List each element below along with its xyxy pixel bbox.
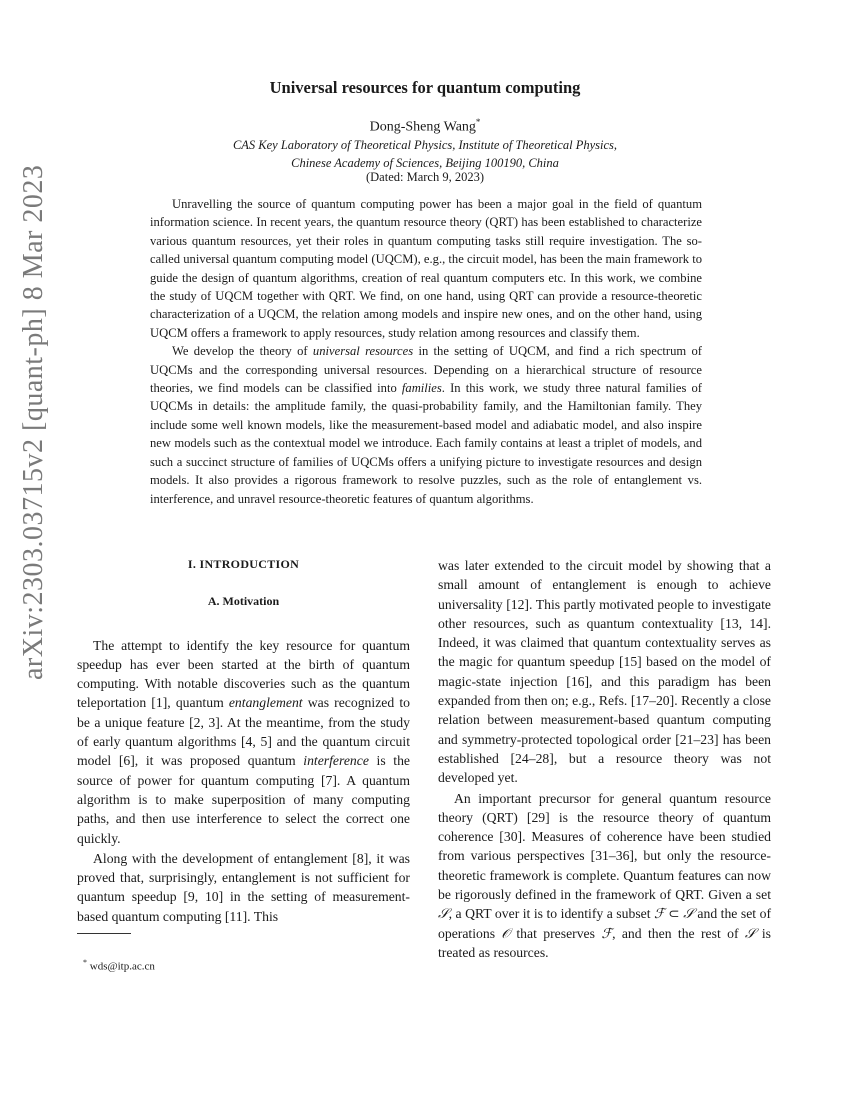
- left-column: [77, 555, 410, 927]
- footnote: [83, 958, 155, 973]
- intro-p4-text-b: , a QRT over it is to identify a subset: [448, 906, 655, 922]
- set-F-symbol: ℱ: [654, 906, 665, 922]
- abstract-p2-text-b: in the setting of UQCM, and find a rich spectrum of UQCMs and the corresponding universal resources. Depending on a hierarchical structure of resource theories, we find models can be classified into: [150, 344, 702, 396]
- intro-p1-emphasis-2: interference: [303, 753, 369, 769]
- intro-paragraph-2: Along with the development of entanglement [8], it was proved that, surprisingly, entanglement is not sufficient for quantum speedup [9, 10] in the setting of measurement-based quantum computing [11]. This: [77, 850, 410, 924]
- abstract-paragraph-2: [150, 342, 702, 508]
- set-S-symbol-2: 𝒮: [683, 906, 694, 922]
- affiliation: [150, 136, 700, 172]
- paper-title: Universal resources for quantum computing: [269, 78, 581, 97]
- arxiv-identifier-stamp: [18, 164, 58, 680]
- abstract-p2-text-c: . In this work, we study three natural families of UQCMs in details: the amplitude family, the quasi-probability family, and the Hamiltonian family. They include some well known models, like the measurement-based model and adiabatic model, and also inspire new models such as the contextual model we introduce. Each family contains at least a triplet of models, and such a succinct structure of families of UQCMs offers a unifying picture to investigate resources and design models. It also provides a rigorous framework to resolve puzzles, such as the role of entanglement vs. interference, and unravel resource-theoretic features of quantum algorithms.: [150, 381, 702, 506]
- subsection-heading: A. Motivation: [207, 594, 280, 609]
- abstract-paragraph-1: Unravelling the source of quantum computing power has been a major goal in the field of quantum information science. In recent years, the quantum resource theory (QRT) has been established to characterize various quantum resources, yet their roles in quantum computing tasks still require investigation. The so-called universal quantum computing model (UQCM), e.g., the circuit model, has been the main framework to guide the design of quantum algorithms, creation of real quantum computers etc. In this work, we combine the study of UQCM together with QRT. We find, on one hand, using QRT can provide a resource-theoretic characterization of a UQCM, the relation among models and inspire new ones, and on the other hand, using UQCM offers a framework to apply resources, study relation among resources and classify them.: [150, 197, 702, 340]
- abstract-p2-text-a: We develop the theory of: [172, 344, 313, 359]
- set-S-symbol-3: 𝒮: [744, 925, 756, 941]
- dated-line: (Dated: March 9, 2023): [365, 170, 485, 184]
- abstract-p2-emphasis: universal resources: [312, 344, 414, 359]
- abstract-p2-emphasis-2: families: [401, 381, 442, 396]
- intro-p4-text-e: , and then the rest of: [612, 925, 745, 941]
- footnote-rule: [77, 933, 131, 934]
- arxiv-stamp-text: arXiv:2303.03715v2 [quant-ph] 8 Mar 2023: [18, 164, 49, 680]
- affiliation-line-1: CAS Key Laboratory of Theoretical Physics, Institute of Theoretical Physics,: [232, 138, 618, 152]
- intro-p1-text-b: was recognized to be a unique feature [2, 3]. At the meantime, from the study of early quantum algorithms [4, 5] and the quantum circuit model [6], it was proposed quantum: [77, 695, 410, 769]
- intro-p4-text-d: that preserves: [510, 925, 602, 941]
- intro-p4-text-a: An important precursor for general quantum resource theory (QRT) [29] is the resource theory of quantum coherence [30]. Measures of coherence have been studied from various perspectives [31–36], but only the resource-theoretic framework is complete. Quantum features can now be rigorously defined in the framework of QRT. Given a set: [438, 790, 771, 903]
- intro-p1-emphasis-1: entanglement: [228, 695, 303, 711]
- intro-paragraph-4: [438, 789, 771, 963]
- abstract: [150, 195, 702, 508]
- intro-p4-text-c: and the set of operations: [438, 906, 772, 941]
- set-F-symbol-2: ℱ: [601, 925, 613, 941]
- set-S-symbol: 𝒮: [438, 906, 449, 922]
- intro-p1-text-a: The attempt to identify the key resource for quantum speedup has ever been started at the birth of quantum computing. With notable discoveries such as the quantum teleportation [1], quantum: [77, 637, 410, 711]
- affiliation-line-2: Chinese Academy of Sciences, Beijing 100190, China: [291, 156, 559, 170]
- intro-p1-text-c: is the source of power for quantum computing [7]. A quantum algorithm is to make superposition of many computing paths, and then use interference to select the correct one quickly.: [77, 753, 410, 846]
- author-line: [150, 117, 700, 136]
- author-name: Dong-Sheng Wang: [369, 119, 476, 135]
- section-heading: I. INTRODUCTION: [187, 557, 300, 571]
- set-O-symbol: 𝒪: [501, 925, 511, 941]
- subset-symbol: ⊂: [664, 906, 684, 922]
- intro-paragraph-3: was later extended to the circuit model by showing that a small amount of entanglement is enough to achieve universality [12]. This partly motivated people to investigate other resources, such as quantum contextuality [13, 14]. Indeed, it was claimed that quantum contextuality serves as the magic for quantum speedup [15] based on the model of magic-state injection [16], and this paradigm has been expanded from then on; e.g., Refs. [17–20]. Recently a close relation between measurement-based quantum computing and symmetry-protected topological order [21–23] has been established [24–28], but a resource theory was not developed yet.: [438, 558, 771, 786]
- intro-p4-text-f: is treated as resources.: [438, 925, 771, 960]
- author-footnote-mark: *: [475, 117, 481, 127]
- footnote-email[interactable]: wds@itp.ac.cn: [89, 960, 155, 973]
- intro-paragraph-1: [77, 636, 410, 848]
- footnote-mark: *: [83, 958, 87, 967]
- right-column: [438, 556, 771, 963]
